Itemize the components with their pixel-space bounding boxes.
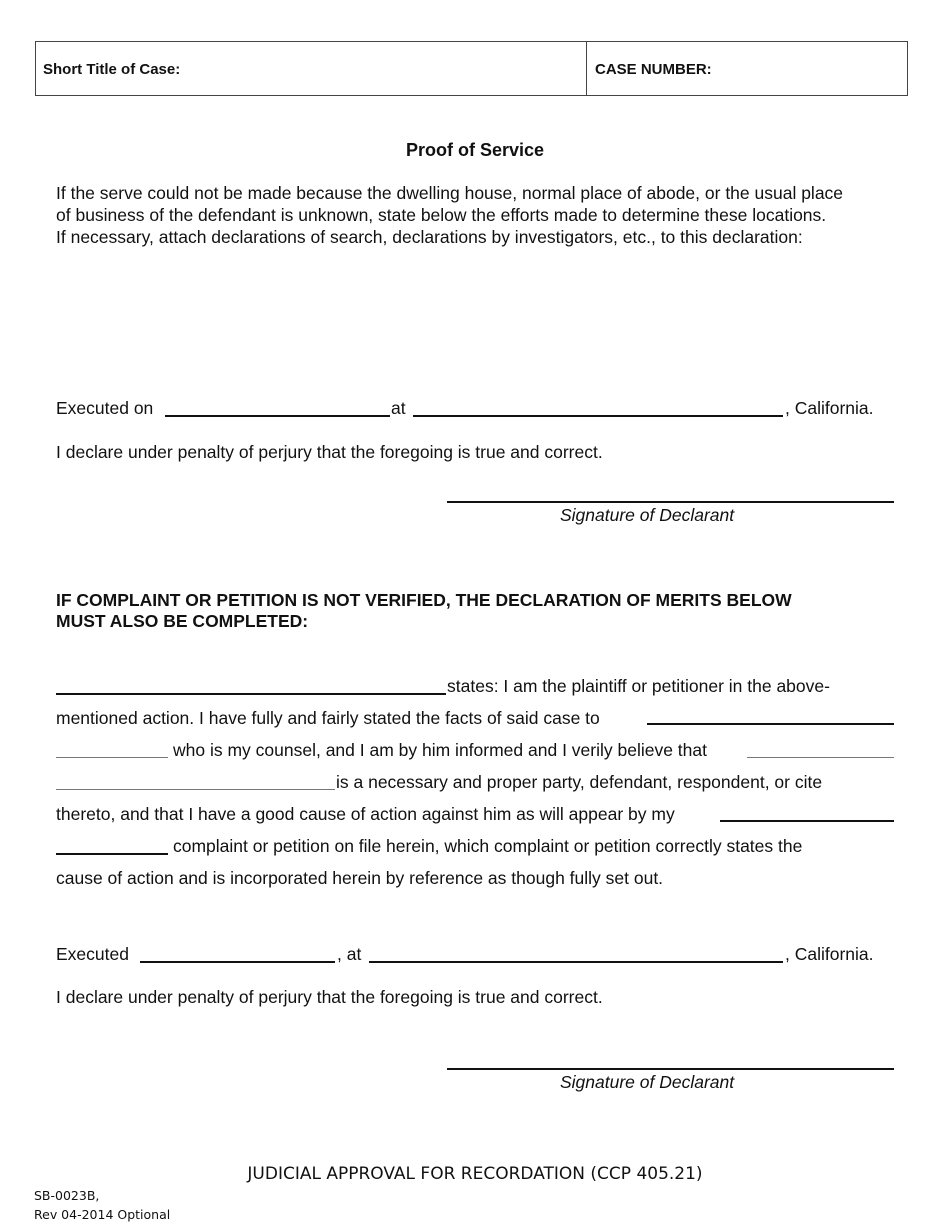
executed-on-label: Executed on bbox=[56, 398, 154, 418]
case-number-field[interactable] bbox=[730, 50, 900, 88]
signature-line-1[interactable] bbox=[447, 501, 894, 503]
footer-title: JUDICIAL APPROVAL FOR RECORDATION (CCP 405.21) bbox=[247, 1164, 703, 1184]
complaint-type-field-cont[interactable] bbox=[56, 853, 168, 855]
signature-label-2: Signature of Declarant bbox=[560, 1072, 735, 1092]
complaint-type-field[interactable] bbox=[720, 820, 894, 822]
intro-line-2: of business of the defendant is unknown, state below the efforts made to determine these locations. bbox=[56, 205, 827, 225]
merits-line-5: thereto, and that I have a good cause of action against him as will appear by my bbox=[56, 804, 675, 824]
declarant-name-field[interactable] bbox=[56, 693, 446, 695]
party-name-field[interactable] bbox=[747, 757, 894, 758]
executed-2-place-field[interactable] bbox=[369, 961, 783, 963]
merits-warning-line-2: MUST ALSO BE COMPLETED: bbox=[56, 611, 309, 631]
executed-california-label: , California. bbox=[785, 398, 874, 418]
counsel-name-field[interactable] bbox=[647, 723, 894, 725]
declaration-statement-1: I declare under penalty of perjury that the foregoing is true and correct. bbox=[56, 442, 603, 462]
signature-line-2[interactable] bbox=[447, 1068, 894, 1070]
executed-place-field[interactable] bbox=[413, 415, 783, 417]
form-revision: Rev 04-2014 Optional bbox=[34, 1207, 171, 1222]
merits-line-3: who is my counsel, and I am by him informed and I verily believe that bbox=[173, 740, 707, 760]
header-divider bbox=[586, 41, 587, 96]
merits-line-6: complaint or petition on file herein, which complaint or petition correctly states the bbox=[173, 836, 803, 856]
efforts-text-area[interactable] bbox=[56, 255, 906, 375]
form-number: SB-0023B, bbox=[34, 1188, 100, 1203]
merits-line-1: states: I am the plaintiff or petitioner in the above- bbox=[447, 676, 830, 696]
declaration-statement-2: I declare under penalty of perjury that the foregoing is true and correct. bbox=[56, 987, 603, 1007]
signature-label-1: Signature of Declarant bbox=[560, 505, 735, 525]
merits-line-2: mentioned action. I have fully and fairly stated the facts of said case to bbox=[56, 708, 600, 728]
executed-date-field[interactable] bbox=[165, 415, 390, 417]
short-title-label: Short Title of Case: bbox=[43, 61, 181, 78]
executed-2-label: Executed bbox=[56, 944, 129, 964]
counsel-name-field-cont[interactable] bbox=[56, 757, 168, 758]
case-number-label: CASE NUMBER: bbox=[595, 61, 712, 78]
executed-2-at-label: , at bbox=[337, 944, 362, 964]
executed-at-label: at bbox=[391, 398, 406, 418]
merits-line-7: cause of action and is incorporated herein by reference as though fully set out. bbox=[56, 868, 664, 888]
merits-line-4: is a necessary and proper party, defendant, respondent, or cite bbox=[336, 772, 823, 792]
party-name-field-cont[interactable] bbox=[56, 789, 335, 790]
merits-warning-line-1: IF COMPLAINT OR PETITION IS NOT VERIFIED, THE DECLARATION OF MERITS BELOW bbox=[56, 590, 792, 610]
executed-2-california-label: , California. bbox=[785, 944, 874, 964]
executed-2-date-field[interactable] bbox=[140, 961, 335, 963]
intro-line-1: If the serve could not be made because the dwelling house, normal place of abode, or the usual place bbox=[56, 183, 844, 203]
short-title-field[interactable] bbox=[240, 50, 580, 88]
intro-line-3: If necessary, attach declarations of search, declarations by investigators, etc., to this declaration: bbox=[56, 227, 803, 247]
page-title: Proof of Service bbox=[405, 140, 545, 160]
